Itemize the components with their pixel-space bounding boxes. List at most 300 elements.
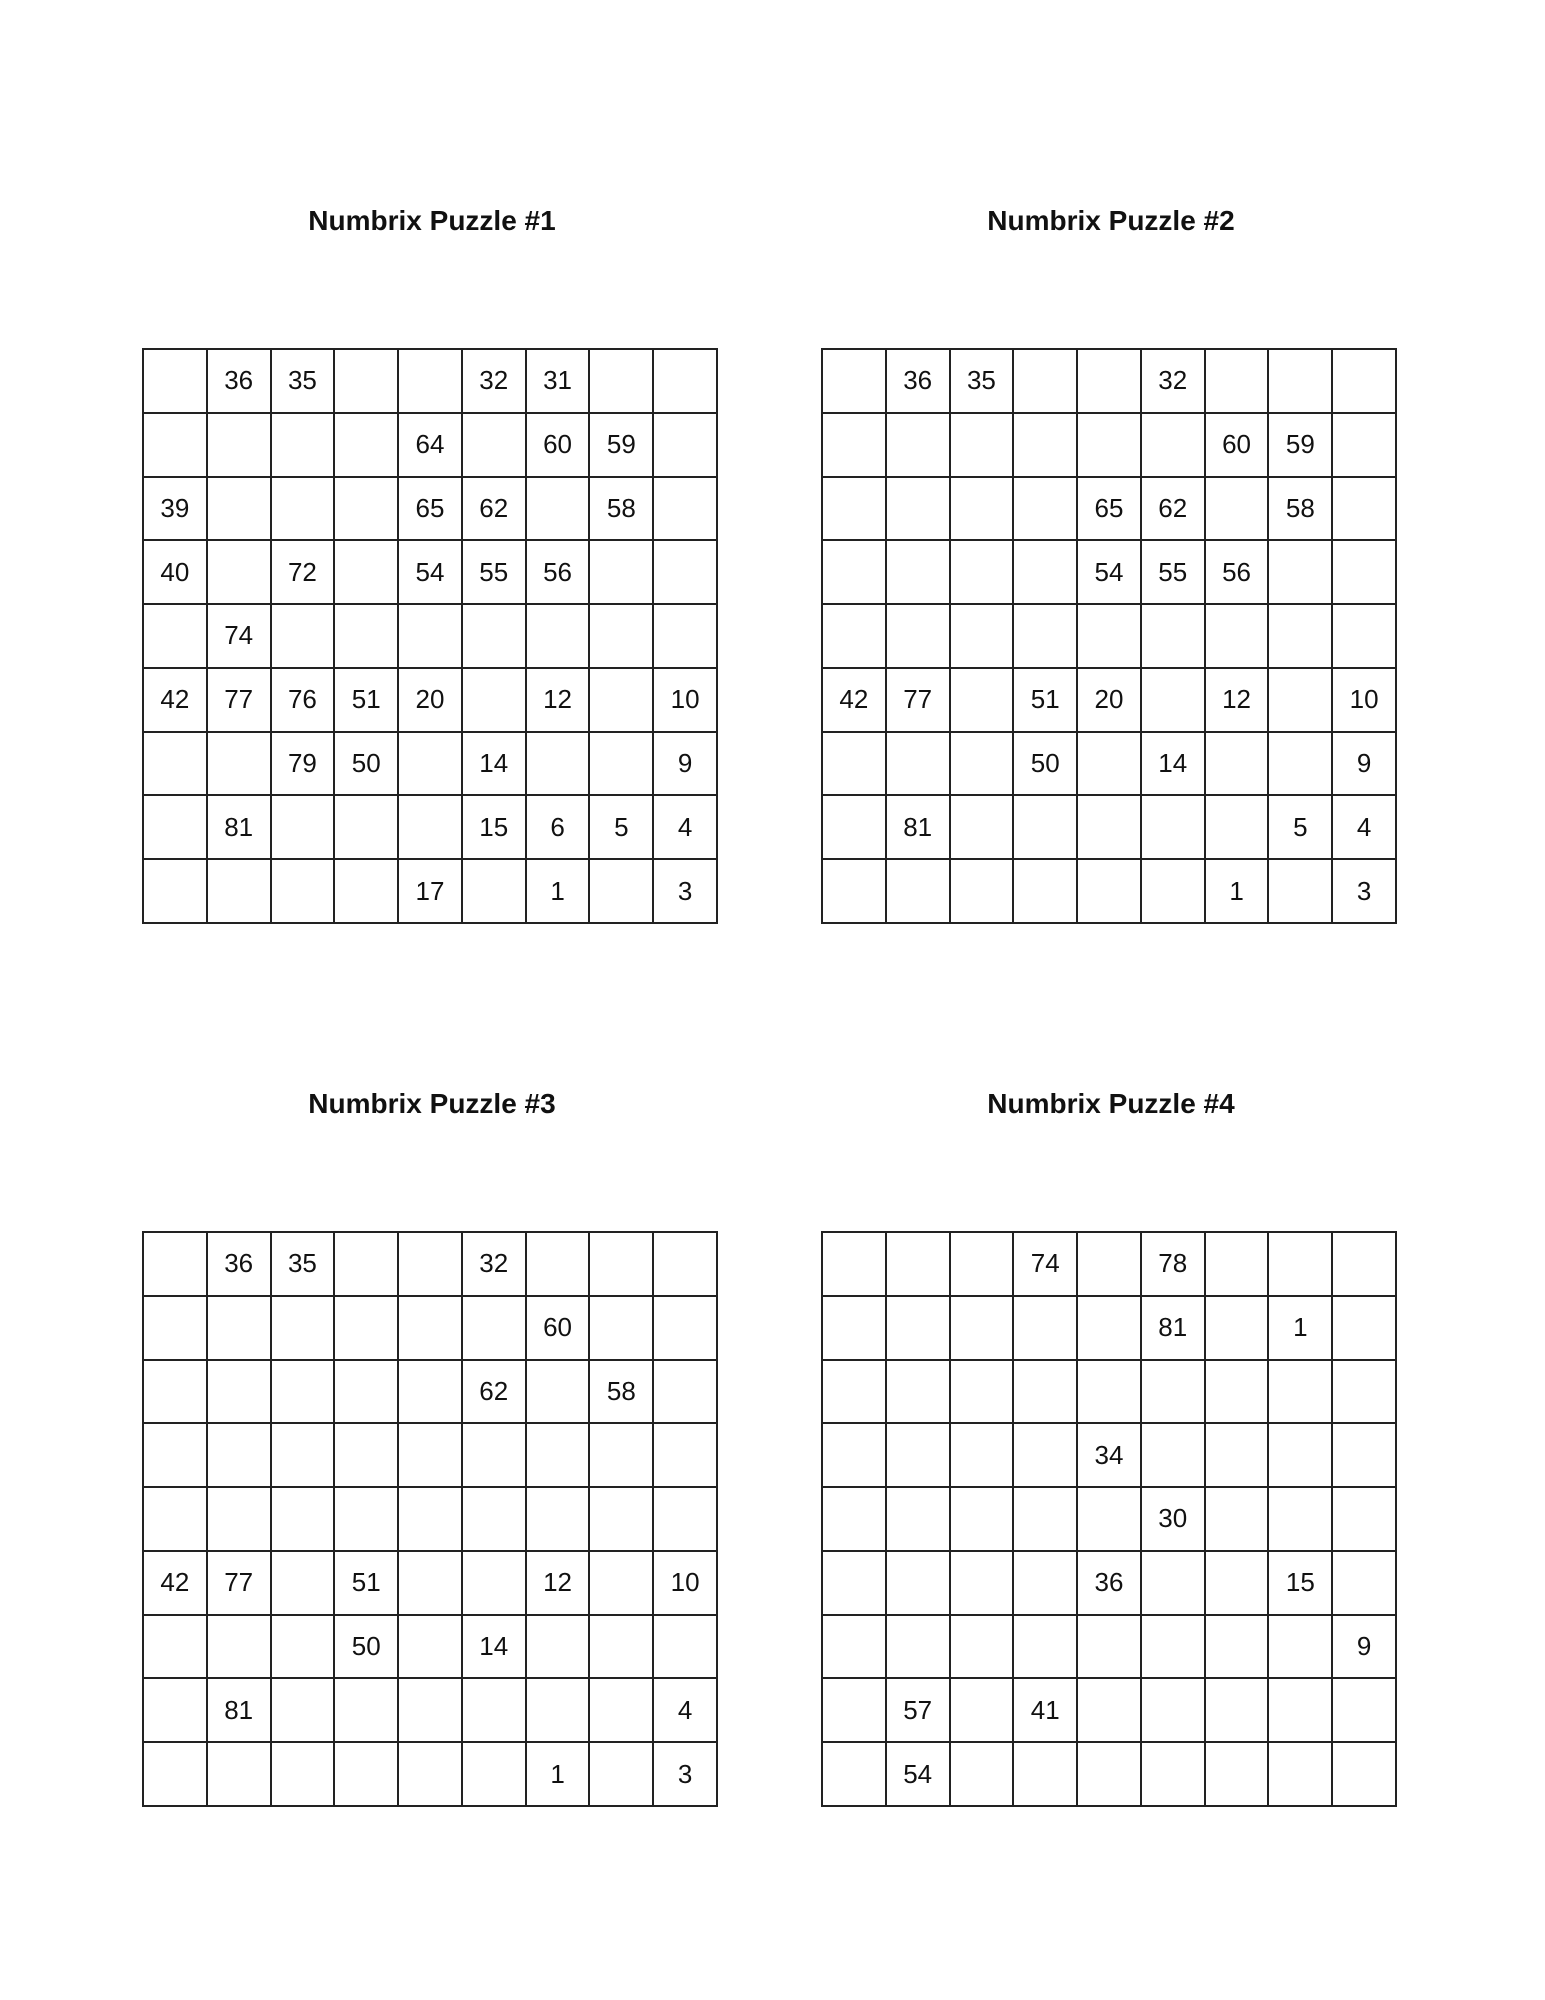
grid-cell[interactable]: 15	[463, 796, 527, 860]
grid-cell[interactable]	[823, 414, 887, 478]
grid-cell[interactable]	[951, 1679, 1015, 1743]
grid-cell[interactable]	[1333, 1679, 1397, 1743]
grid-cell[interactable]	[144, 796, 208, 860]
grid-cell[interactable]	[590, 1424, 654, 1488]
grid-cell[interactable]	[1269, 1361, 1333, 1425]
grid-cell[interactable]	[208, 1424, 272, 1488]
grid-cell[interactable]: 74	[208, 605, 272, 669]
grid-cell[interactable]: 35	[951, 350, 1015, 414]
grid-cell[interactable]	[654, 541, 718, 605]
grid-cell[interactable]: 12	[527, 669, 591, 733]
grid-cell[interactable]	[887, 1424, 951, 1488]
grid-cell[interactable]	[654, 478, 718, 542]
grid-cell[interactable]	[272, 1616, 336, 1680]
grid-cell[interactable]	[951, 1488, 1015, 1552]
grid-cell[interactable]	[1333, 1488, 1397, 1552]
grid-cell[interactable]: 15	[1269, 1552, 1333, 1616]
grid-cell[interactable]	[527, 478, 591, 542]
grid-cell[interactable]	[399, 1679, 463, 1743]
grid-cell[interactable]: 62	[463, 478, 527, 542]
grid-cell[interactable]	[887, 1552, 951, 1616]
grid-cell[interactable]	[208, 1488, 272, 1552]
grid-cell[interactable]	[1014, 1616, 1078, 1680]
grid-cell[interactable]	[527, 733, 591, 797]
grid-cell[interactable]: 31	[527, 350, 591, 414]
grid-cell[interactable]	[590, 1743, 654, 1807]
grid-cell[interactable]	[823, 1233, 887, 1297]
grid-cell[interactable]	[144, 1616, 208, 1680]
grid-cell[interactable]	[1142, 1424, 1206, 1488]
grid-cell[interactable]	[208, 860, 272, 924]
grid-cell[interactable]	[1333, 1743, 1397, 1807]
grid-cell[interactable]	[887, 605, 951, 669]
grid-cell[interactable]	[335, 796, 399, 860]
grid-cell[interactable]: 76	[272, 669, 336, 733]
grid-cell[interactable]	[1333, 1361, 1397, 1425]
grid-cell[interactable]	[1014, 478, 1078, 542]
grid-cell[interactable]	[951, 1424, 1015, 1488]
grid-cell[interactable]: 20	[1078, 669, 1142, 733]
grid-cell[interactable]: 62	[1142, 478, 1206, 542]
grid-cell[interactable]	[463, 414, 527, 478]
grid-cell[interactable]	[463, 1552, 527, 1616]
grid-cell[interactable]	[1014, 350, 1078, 414]
grid-cell[interactable]	[823, 605, 887, 669]
grid-cell[interactable]	[1078, 414, 1142, 478]
grid-cell[interactable]	[1014, 1488, 1078, 1552]
grid-cell[interactable]	[463, 1297, 527, 1361]
grid-cell[interactable]: 34	[1078, 1424, 1142, 1488]
grid-cell[interactable]	[1014, 1424, 1078, 1488]
grid-cell[interactable]: 54	[399, 541, 463, 605]
grid-cell[interactable]: 65	[1078, 478, 1142, 542]
grid-cell[interactable]: 56	[1206, 541, 1270, 605]
grid-cell[interactable]	[272, 1552, 336, 1616]
grid-cell[interactable]	[144, 1361, 208, 1425]
grid-cell[interactable]: 32	[1142, 350, 1206, 414]
grid-cell[interactable]	[1269, 1679, 1333, 1743]
grid-cell[interactable]	[1333, 478, 1397, 542]
grid-cell[interactable]	[887, 860, 951, 924]
grid-cell[interactable]	[1142, 1616, 1206, 1680]
grid-cell[interactable]: 64	[399, 414, 463, 478]
grid-cell[interactable]: 72	[272, 541, 336, 605]
grid-cell[interactable]	[335, 605, 399, 669]
grid-cell[interactable]	[527, 1488, 591, 1552]
grid-cell[interactable]: 36	[1078, 1552, 1142, 1616]
grid-cell[interactable]	[144, 1297, 208, 1361]
grid-cell[interactable]	[463, 860, 527, 924]
grid-cell[interactable]	[399, 1552, 463, 1616]
grid-cell[interactable]	[823, 350, 887, 414]
grid-cell[interactable]	[463, 1743, 527, 1807]
grid-cell[interactable]	[1269, 1743, 1333, 1807]
grid-cell[interactable]: 35	[272, 350, 336, 414]
grid-cell[interactable]: 58	[590, 1361, 654, 1425]
grid-cell[interactable]: 14	[463, 1616, 527, 1680]
grid-cell[interactable]	[399, 733, 463, 797]
grid-cell[interactable]	[272, 1424, 336, 1488]
grid-cell[interactable]	[1206, 1297, 1270, 1361]
grid-cell[interactable]: 62	[463, 1361, 527, 1425]
grid-cell[interactable]	[335, 860, 399, 924]
grid-cell[interactable]	[527, 1424, 591, 1488]
grid-cell[interactable]: 6	[527, 796, 591, 860]
grid-cell[interactable]	[1333, 350, 1397, 414]
grid-cell[interactable]	[1078, 1297, 1142, 1361]
grid-cell[interactable]	[654, 414, 718, 478]
grid-cell[interactable]	[590, 541, 654, 605]
grid-cell[interactable]	[1333, 605, 1397, 669]
grid-cell[interactable]	[1014, 414, 1078, 478]
grid-cell[interactable]	[208, 733, 272, 797]
grid-cell[interactable]	[272, 1679, 336, 1743]
grid-cell[interactable]	[463, 669, 527, 733]
grid-cell[interactable]	[1269, 860, 1333, 924]
grid-cell[interactable]	[335, 1297, 399, 1361]
grid-cell[interactable]	[951, 1552, 1015, 1616]
grid-cell[interactable]	[1269, 605, 1333, 669]
grid-cell[interactable]	[527, 1361, 591, 1425]
grid-cell[interactable]	[951, 1233, 1015, 1297]
grid-cell[interactable]	[1206, 1233, 1270, 1297]
grid-cell[interactable]	[951, 1297, 1015, 1361]
grid-cell[interactable]: 58	[1269, 478, 1333, 542]
grid-cell[interactable]: 60	[1206, 414, 1270, 478]
grid-cell[interactable]	[654, 1488, 718, 1552]
grid-cell[interactable]: 30	[1142, 1488, 1206, 1552]
grid-cell[interactable]	[1078, 1361, 1142, 1425]
grid-cell[interactable]: 40	[144, 541, 208, 605]
grid-cell[interactable]	[144, 1743, 208, 1807]
grid-cell[interactable]	[1269, 1616, 1333, 1680]
grid-cell[interactable]	[654, 1616, 718, 1680]
grid-cell[interactable]: 77	[887, 669, 951, 733]
grid-cell[interactable]	[1269, 350, 1333, 414]
grid-cell[interactable]: 54	[887, 1743, 951, 1807]
grid-cell[interactable]	[399, 605, 463, 669]
grid-cell[interactable]	[1269, 1424, 1333, 1488]
grid-cell[interactable]	[272, 1488, 336, 1552]
grid-cell[interactable]	[951, 605, 1015, 669]
grid-cell[interactable]	[654, 1233, 718, 1297]
grid-cell[interactable]	[144, 733, 208, 797]
grid-cell[interactable]	[208, 1297, 272, 1361]
grid-cell[interactable]	[463, 605, 527, 669]
grid-cell[interactable]	[272, 1361, 336, 1425]
grid-cell[interactable]	[1269, 1488, 1333, 1552]
grid-cell[interactable]: 78	[1142, 1233, 1206, 1297]
grid-cell[interactable]: 60	[527, 414, 591, 478]
grid-cell[interactable]	[823, 860, 887, 924]
grid-cell[interactable]	[1142, 605, 1206, 669]
grid-cell[interactable]	[1206, 1679, 1270, 1743]
grid-cell[interactable]: 41	[1014, 1679, 1078, 1743]
grid-cell[interactable]	[1014, 1552, 1078, 1616]
grid-cell[interactable]	[1206, 1488, 1270, 1552]
grid-cell[interactable]	[590, 1297, 654, 1361]
grid-cell[interactable]: 56	[527, 541, 591, 605]
grid-cell[interactable]: 35	[272, 1233, 336, 1297]
grid-cell[interactable]	[1078, 350, 1142, 414]
grid-cell[interactable]	[527, 1233, 591, 1297]
grid-cell[interactable]	[823, 1297, 887, 1361]
grid-cell[interactable]	[1333, 541, 1397, 605]
grid-cell[interactable]	[272, 478, 336, 542]
grid-cell[interactable]: 65	[399, 478, 463, 542]
grid-cell[interactable]	[590, 1233, 654, 1297]
grid-cell[interactable]: 39	[144, 478, 208, 542]
grid-cell[interactable]: 17	[399, 860, 463, 924]
grid-cell[interactable]	[590, 1552, 654, 1616]
grid-cell[interactable]	[654, 605, 718, 669]
grid-cell[interactable]	[208, 541, 272, 605]
grid-cell[interactable]	[144, 605, 208, 669]
grid-cell[interactable]: 59	[1269, 414, 1333, 478]
grid-cell[interactable]: 12	[1206, 669, 1270, 733]
grid-cell[interactable]	[1333, 1552, 1397, 1616]
grid-cell[interactable]	[951, 796, 1015, 860]
grid-cell[interactable]	[823, 478, 887, 542]
grid-cell[interactable]	[1014, 1743, 1078, 1807]
grid-cell[interactable]	[590, 860, 654, 924]
grid-cell[interactable]: 59	[590, 414, 654, 478]
grid-cell[interactable]	[335, 1424, 399, 1488]
grid-cell[interactable]	[1078, 733, 1142, 797]
grid-cell[interactable]	[399, 1743, 463, 1807]
grid-cell[interactable]	[272, 860, 336, 924]
grid-cell[interactable]	[590, 1616, 654, 1680]
grid-cell[interactable]: 1	[527, 860, 591, 924]
grid-cell[interactable]	[1333, 1297, 1397, 1361]
grid-cell[interactable]	[144, 1424, 208, 1488]
grid-cell[interactable]	[399, 1488, 463, 1552]
grid-cell[interactable]	[823, 796, 887, 860]
grid-cell[interactable]	[823, 541, 887, 605]
grid-cell[interactable]: 4	[654, 1679, 718, 1743]
grid-cell[interactable]	[887, 1361, 951, 1425]
grid-cell[interactable]	[1078, 1233, 1142, 1297]
grid-cell[interactable]: 32	[463, 1233, 527, 1297]
grid-cell[interactable]	[527, 1679, 591, 1743]
grid-cell[interactable]	[823, 1679, 887, 1743]
grid-cell[interactable]	[887, 1488, 951, 1552]
grid-cell[interactable]: 1	[527, 1743, 591, 1807]
grid-cell[interactable]	[1078, 1488, 1142, 1552]
grid-cell[interactable]	[272, 414, 336, 478]
grid-cell[interactable]	[1206, 478, 1270, 542]
grid-cell[interactable]	[527, 605, 591, 669]
grid-cell[interactable]	[1014, 796, 1078, 860]
grid-cell[interactable]	[1206, 796, 1270, 860]
grid-cell[interactable]	[1142, 1679, 1206, 1743]
grid-cell[interactable]	[1078, 1616, 1142, 1680]
grid-cell[interactable]	[335, 541, 399, 605]
grid-cell[interactable]: 9	[1333, 1616, 1397, 1680]
grid-cell[interactable]	[590, 1488, 654, 1552]
grid-cell[interactable]	[1206, 605, 1270, 669]
grid-cell[interactable]	[823, 1488, 887, 1552]
grid-cell[interactable]	[1206, 1424, 1270, 1488]
grid-cell[interactable]	[335, 478, 399, 542]
grid-cell[interactable]: 9	[1333, 733, 1397, 797]
grid-cell[interactable]	[144, 1488, 208, 1552]
grid-cell[interactable]	[208, 478, 272, 542]
grid-cell[interactable]	[590, 605, 654, 669]
grid-cell[interactable]	[1269, 733, 1333, 797]
grid-cell[interactable]	[1206, 1552, 1270, 1616]
grid-cell[interactable]	[335, 414, 399, 478]
grid-cell[interactable]: 81	[208, 1679, 272, 1743]
grid-cell[interactable]	[823, 1361, 887, 1425]
grid-cell[interactable]: 79	[272, 733, 336, 797]
grid-cell[interactable]	[144, 414, 208, 478]
grid-cell[interactable]	[1142, 860, 1206, 924]
grid-cell[interactable]: 10	[1333, 669, 1397, 733]
grid-cell[interactable]	[208, 414, 272, 478]
grid-cell[interactable]	[208, 1361, 272, 1425]
grid-cell[interactable]	[1142, 796, 1206, 860]
grid-cell[interactable]	[335, 1488, 399, 1552]
grid-cell[interactable]: 4	[1333, 796, 1397, 860]
grid-cell[interactable]: 81	[1142, 1297, 1206, 1361]
grid-cell[interactable]	[654, 1361, 718, 1425]
grid-cell[interactable]: 51	[335, 669, 399, 733]
grid-cell[interactable]: 50	[335, 733, 399, 797]
grid-cell[interactable]: 51	[335, 1552, 399, 1616]
grid-cell[interactable]	[1078, 1679, 1142, 1743]
grid-cell[interactable]	[887, 478, 951, 542]
grid-cell[interactable]: 14	[1142, 733, 1206, 797]
grid-cell[interactable]	[208, 1616, 272, 1680]
grid-cell[interactable]	[654, 350, 718, 414]
grid-cell[interactable]: 20	[399, 669, 463, 733]
grid-cell[interactable]	[590, 1679, 654, 1743]
grid-cell[interactable]	[951, 478, 1015, 542]
grid-cell[interactable]	[887, 541, 951, 605]
grid-cell[interactable]	[951, 733, 1015, 797]
grid-cell[interactable]	[1014, 1361, 1078, 1425]
grid-cell[interactable]	[951, 1616, 1015, 1680]
grid-cell[interactable]: 77	[208, 1552, 272, 1616]
grid-cell[interactable]	[887, 733, 951, 797]
grid-cell[interactable]	[144, 1233, 208, 1297]
grid-cell[interactable]	[144, 860, 208, 924]
grid-cell[interactable]	[527, 1616, 591, 1680]
grid-cell[interactable]	[1078, 860, 1142, 924]
grid-cell[interactable]	[823, 1616, 887, 1680]
grid-cell[interactable]	[399, 796, 463, 860]
grid-cell[interactable]	[1142, 414, 1206, 478]
grid-cell[interactable]	[1014, 541, 1078, 605]
grid-cell[interactable]	[399, 1361, 463, 1425]
grid-cell[interactable]	[951, 1361, 1015, 1425]
grid-cell[interactable]	[951, 541, 1015, 605]
grid-cell[interactable]	[823, 1424, 887, 1488]
grid-cell[interactable]	[1269, 669, 1333, 733]
grid-cell[interactable]	[335, 1743, 399, 1807]
grid-cell[interactable]	[1206, 1743, 1270, 1807]
grid-cell[interactable]	[335, 1233, 399, 1297]
grid-cell[interactable]	[463, 1488, 527, 1552]
grid-cell[interactable]: 58	[590, 478, 654, 542]
grid-cell[interactable]	[335, 1361, 399, 1425]
grid-cell[interactable]	[272, 1297, 336, 1361]
grid-cell[interactable]	[208, 1743, 272, 1807]
grid-cell[interactable]: 36	[208, 1233, 272, 1297]
grid-cell[interactable]	[335, 350, 399, 414]
grid-cell[interactable]: 51	[1014, 669, 1078, 733]
grid-cell[interactable]	[823, 1552, 887, 1616]
grid-cell[interactable]	[887, 414, 951, 478]
grid-cell[interactable]: 74	[1014, 1233, 1078, 1297]
grid-cell[interactable]	[1142, 1361, 1206, 1425]
grid-cell[interactable]	[399, 1233, 463, 1297]
grid-cell[interactable]: 50	[335, 1616, 399, 1680]
grid-cell[interactable]	[887, 1616, 951, 1680]
grid-cell[interactable]	[1206, 1361, 1270, 1425]
grid-cell[interactable]	[823, 733, 887, 797]
grid-cell[interactable]	[951, 1743, 1015, 1807]
grid-cell[interactable]: 3	[1333, 860, 1397, 924]
grid-cell[interactable]	[463, 1679, 527, 1743]
grid-cell[interactable]: 5	[590, 796, 654, 860]
grid-cell[interactable]	[1078, 1743, 1142, 1807]
grid-cell[interactable]	[1333, 1233, 1397, 1297]
grid-cell[interactable]	[1269, 541, 1333, 605]
grid-cell[interactable]	[1142, 1743, 1206, 1807]
grid-cell[interactable]: 55	[463, 541, 527, 605]
grid-cell[interactable]: 10	[654, 1552, 718, 1616]
grid-cell[interactable]	[590, 350, 654, 414]
grid-cell[interactable]	[463, 1424, 527, 1488]
grid-cell[interactable]	[144, 350, 208, 414]
grid-cell[interactable]: 1	[1269, 1297, 1333, 1361]
grid-cell[interactable]	[1014, 1297, 1078, 1361]
grid-cell[interactable]: 1	[1206, 860, 1270, 924]
grid-cell[interactable]	[1078, 796, 1142, 860]
grid-cell[interactable]	[887, 1233, 951, 1297]
grid-cell[interactable]	[1333, 1424, 1397, 1488]
grid-cell[interactable]: 55	[1142, 541, 1206, 605]
grid-cell[interactable]	[399, 1297, 463, 1361]
grid-cell[interactable]	[399, 1616, 463, 1680]
grid-cell[interactable]: 42	[144, 1552, 208, 1616]
grid-cell[interactable]: 42	[144, 669, 208, 733]
grid-cell[interactable]	[1014, 860, 1078, 924]
grid-cell[interactable]	[887, 1297, 951, 1361]
grid-cell[interactable]	[272, 605, 336, 669]
grid-cell[interactable]	[1142, 1552, 1206, 1616]
grid-cell[interactable]	[823, 1743, 887, 1807]
grid-cell[interactable]: 81	[887, 796, 951, 860]
grid-cell[interactable]	[1206, 350, 1270, 414]
grid-cell[interactable]	[1333, 414, 1397, 478]
grid-cell[interactable]	[654, 1297, 718, 1361]
grid-cell[interactable]	[144, 1679, 208, 1743]
grid-cell[interactable]: 3	[654, 860, 718, 924]
grid-cell[interactable]: 50	[1014, 733, 1078, 797]
grid-cell[interactable]	[1206, 1616, 1270, 1680]
grid-cell[interactable]	[951, 860, 1015, 924]
grid-cell[interactable]: 54	[1078, 541, 1142, 605]
grid-cell[interactable]	[335, 1679, 399, 1743]
grid-cell[interactable]: 12	[527, 1552, 591, 1616]
grid-cell[interactable]	[1206, 733, 1270, 797]
grid-cell[interactable]	[272, 796, 336, 860]
grid-cell[interactable]: 32	[463, 350, 527, 414]
grid-cell[interactable]: 36	[887, 350, 951, 414]
